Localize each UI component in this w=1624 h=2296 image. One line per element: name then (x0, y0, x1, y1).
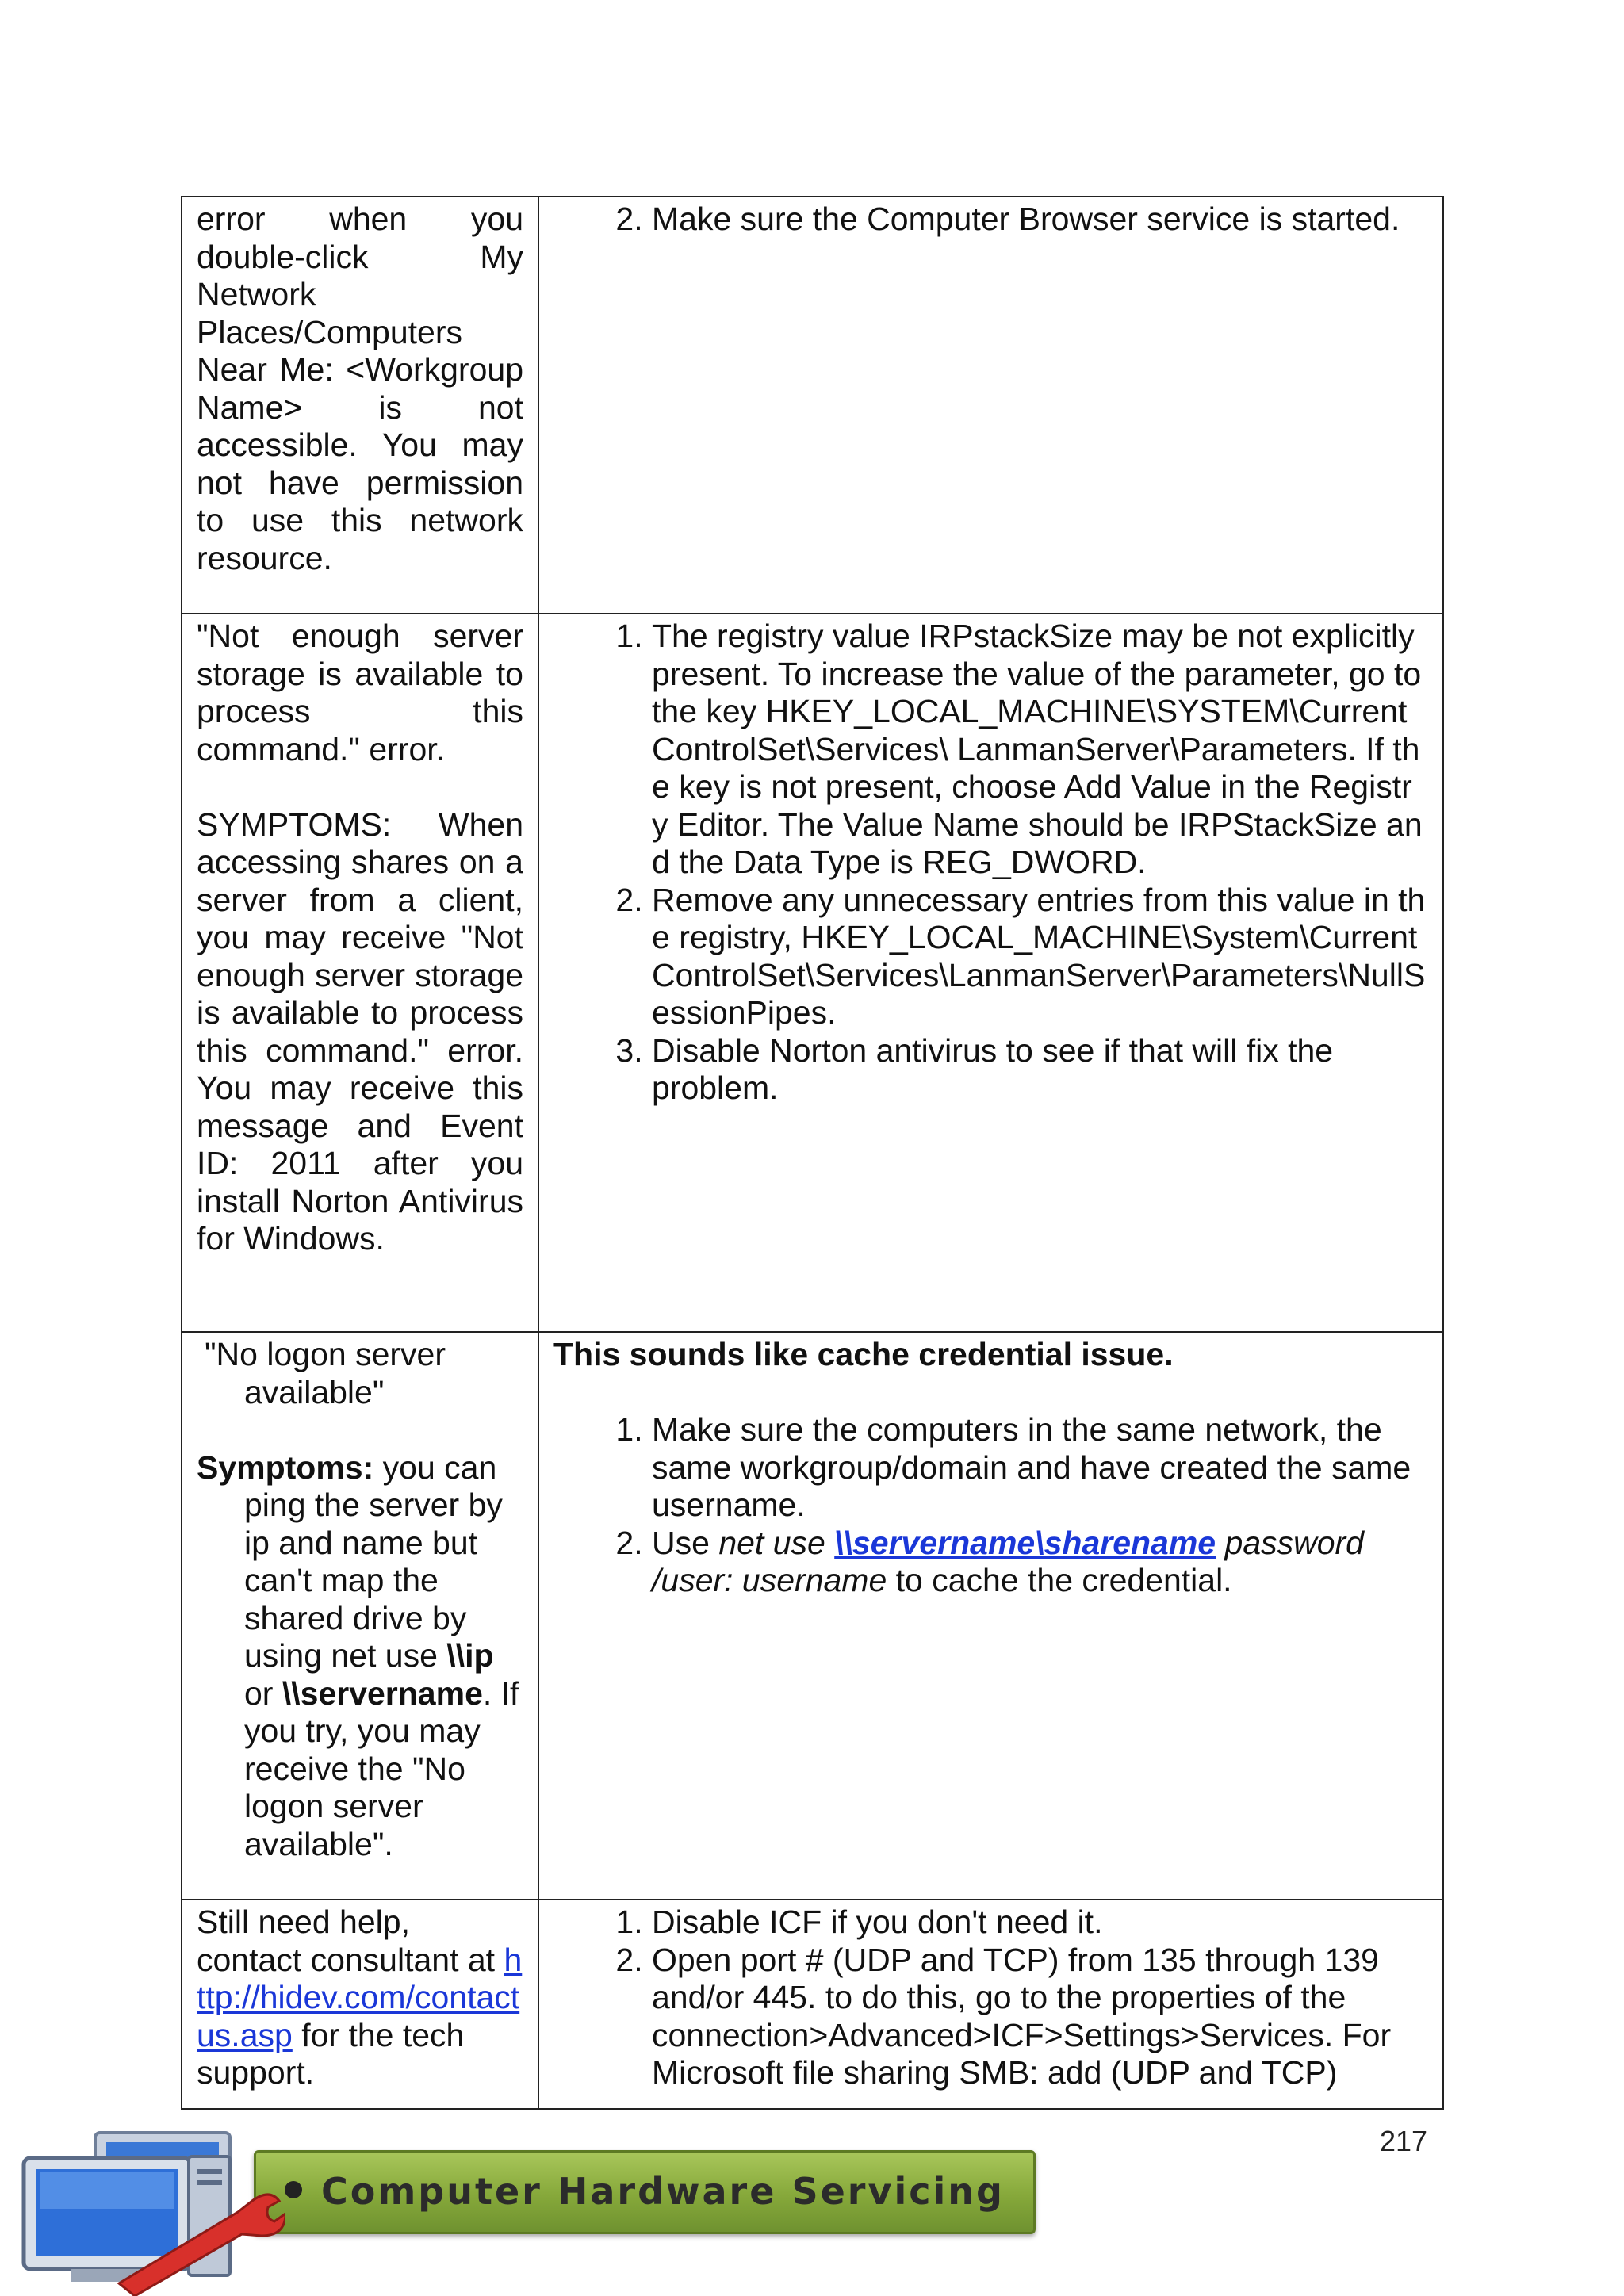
problem-cell (182, 1900, 538, 2109)
ip-command: \\ip (446, 1637, 494, 1674)
symptoms-part-a: you can ping the server by ip and name but can't map the shared drive by using net use (244, 1448, 503, 1674)
footer-banner (254, 2150, 1036, 2234)
footer-title: Computer Hardware Servicing (321, 2170, 1005, 2213)
list-item: 2. Make sure the Computer Browser service is started. (652, 201, 1428, 239)
solution-list (553, 1411, 1428, 1600)
problem-cell (182, 197, 538, 614)
solution-cell (538, 197, 1443, 614)
solution-list (553, 1904, 1428, 2092)
symptoms-label: Symptoms: (197, 1448, 374, 1486)
table-row (182, 1332, 1443, 1900)
problem-title: "No logon server available" (205, 1336, 446, 1410)
problem-cell (182, 614, 538, 1332)
or-text: or (244, 1674, 282, 1712)
solution-cell (538, 1900, 1443, 2109)
problem-text: error when you double-click My Network Places/Computers Near Me: <Workgroup Name> is not accessible. You may not have permission to use this network resource. (197, 201, 523, 576)
table-row (182, 197, 1443, 614)
problem-title: "Not enough server storage is available to process this command." error. (197, 618, 523, 767)
solution-cell (538, 614, 1443, 1332)
solution-list (553, 201, 1428, 239)
list-item: 1. Disable ICF if you don't need it. (652, 1904, 1428, 1942)
table-row (182, 614, 1443, 1332)
list-item: 2. Remove any unnecessary entries from this value in the registry, HKEY_LOCAL_MACHINE\System\CurrentControlSet\Services\LanmanServer\Parameters\NullSessionPipes. (652, 882, 1428, 1032)
use-text: Use (652, 1524, 719, 1561)
net-use-command: net use (718, 1524, 835, 1561)
list-item: 2. Open port # (UDP and TCP) from 135 through 139 and/or 445. to do this, go to the properties of the connection>Advanced>ICF>Settings>Services. For Microsoft file sharing SMB: add (UDP and TCP) (652, 1942, 1428, 2092)
share-path-link[interactable]: \\servername\sharename (834, 1524, 1216, 1561)
list-item: 3. Disable Norton antivirus to see if that will fix the problem. (652, 1032, 1428, 1108)
computer-wrench-icon (0, 2125, 285, 2296)
bullet-icon (285, 2181, 302, 2198)
solution-list (553, 618, 1428, 1108)
solution-cell (538, 1332, 1443, 1900)
symptoms-part-b: . If you try, you may receive the "No logon server available". (244, 1674, 519, 1862)
cache-credential-text: to cache the credential. (887, 1562, 1232, 1598)
help-text (197, 1904, 523, 2092)
password-user-text: password /user: username (652, 1524, 1364, 1598)
symptoms-text (197, 1449, 523, 1864)
symptoms-text: SYMPTOMS: When accessing shares on a server from a client, you may receive "Not enough server storage is available to process this command." error. You may receive this message and Event ID: 2011 after you install Norton Antivirus for Windows. (197, 806, 523, 1257)
page-number: 217 (1380, 2125, 1428, 2157)
table-row (182, 1900, 1443, 2109)
troubleshooting-table (181, 196, 1444, 2110)
list-item (652, 1525, 1428, 1600)
solution-heading: This sounds like cache credential issue. (553, 1336, 1174, 1372)
problem-cell (182, 1332, 538, 1900)
servername-command: \\servername (282, 1674, 483, 1712)
help-post: for the tech support. (197, 2016, 465, 2091)
contact-link[interactable]: http://hidev.com/contactus.asp (197, 1941, 523, 2053)
list-item: 1. The registry value IRPstackSize may be not explicitly present. To increase the value of the parameter, go to the key HKEY_LOCAL_MACHINE\SYSTEM\CurrentControlSet\Services\ LanmanServer\Parameters. If the key is not present, choose Add Value in the Registry Editor. The Value Name should be IRPStackSize and the Data Type is REG_DWORD. (652, 618, 1428, 882)
help-pre: Still need help, contact consultant at (197, 1904, 504, 1978)
list-item: 1. Make sure the computers in the same network, the same workgroup/domain and have created the same username. (652, 1411, 1428, 1525)
